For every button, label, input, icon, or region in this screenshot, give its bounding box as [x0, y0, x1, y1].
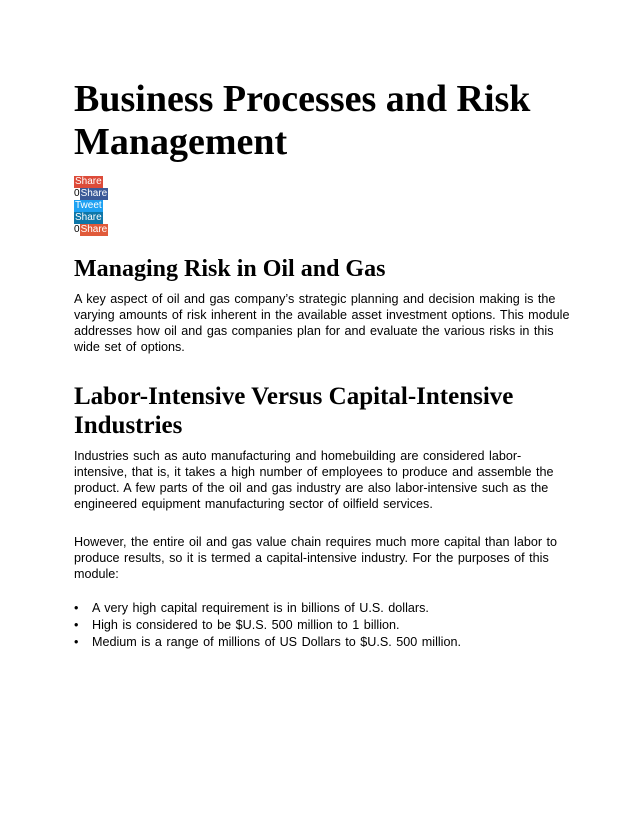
- section-paragraph: However, the entire oil and gas value chain requires much more capital than labor to produce results, so it is termed a capital-intensive industry. For the purposes of this module:: [74, 535, 558, 581]
- share-count: 0: [74, 224, 80, 235]
- bullet-icon: •: [74, 618, 79, 632]
- share-count: 0: [74, 188, 80, 199]
- share-label: Share: [75, 212, 102, 223]
- section-paragraph: Industries such as auto manufacturing and homebuilding are considered labor-intensive, that is, it takes a high number of employees to produce and assemble the product. A few parts of the oil and gas industry are also labor-intensive such as the engineered equipment manufacturing sector of oilfield services.: [74, 449, 554, 511]
- share-buttons: [74, 176, 574, 236]
- linkedin-share-button[interactable]: [74, 212, 103, 224]
- twitter-tweet-button[interactable]: [74, 200, 103, 212]
- section-heading: Managing Risk in Oil and Gas: [74, 256, 386, 282]
- document-page: [74, 78, 574, 651]
- share-label: Share: [80, 188, 108, 199]
- bullet-icon: •: [74, 635, 79, 649]
- facebook-share-button[interactable]: [74, 188, 108, 200]
- section-heading: Labor-Intensive Versus Capital-Intensive Industries: [74, 383, 514, 439]
- list-item-text: A very high capital requirement is in billions of U.S. dollars.: [92, 601, 429, 615]
- section-paragraph: A key aspect of oil and gas company’s strategic planning and decision making is the varying amounts of risk inherent in the available asset investment options. This module addresses how oil and gas companies plan for and evaluate the various risks in this wide set of options.: [74, 292, 570, 354]
- list-item-text: Medium is a range of millions of US Dollars to $U.S. 500 million.: [92, 635, 461, 649]
- list-item: [74, 634, 574, 651]
- list-item-text: High is considered to be $U.S. 500 million to 1 billion.: [92, 618, 400, 632]
- page-title: Business Processes and Risk Management: [74, 78, 531, 163]
- bullet-icon: •: [74, 601, 79, 615]
- bullet-list: [74, 600, 574, 651]
- share-label: Share: [80, 224, 108, 235]
- google-share-button[interactable]: [74, 176, 103, 188]
- share-label: Share: [75, 176, 102, 187]
- list-item: [74, 617, 574, 634]
- tweet-label: Tweet: [75, 200, 102, 211]
- list-item: [74, 600, 574, 617]
- stumble-share-button[interactable]: [74, 224, 108, 236]
